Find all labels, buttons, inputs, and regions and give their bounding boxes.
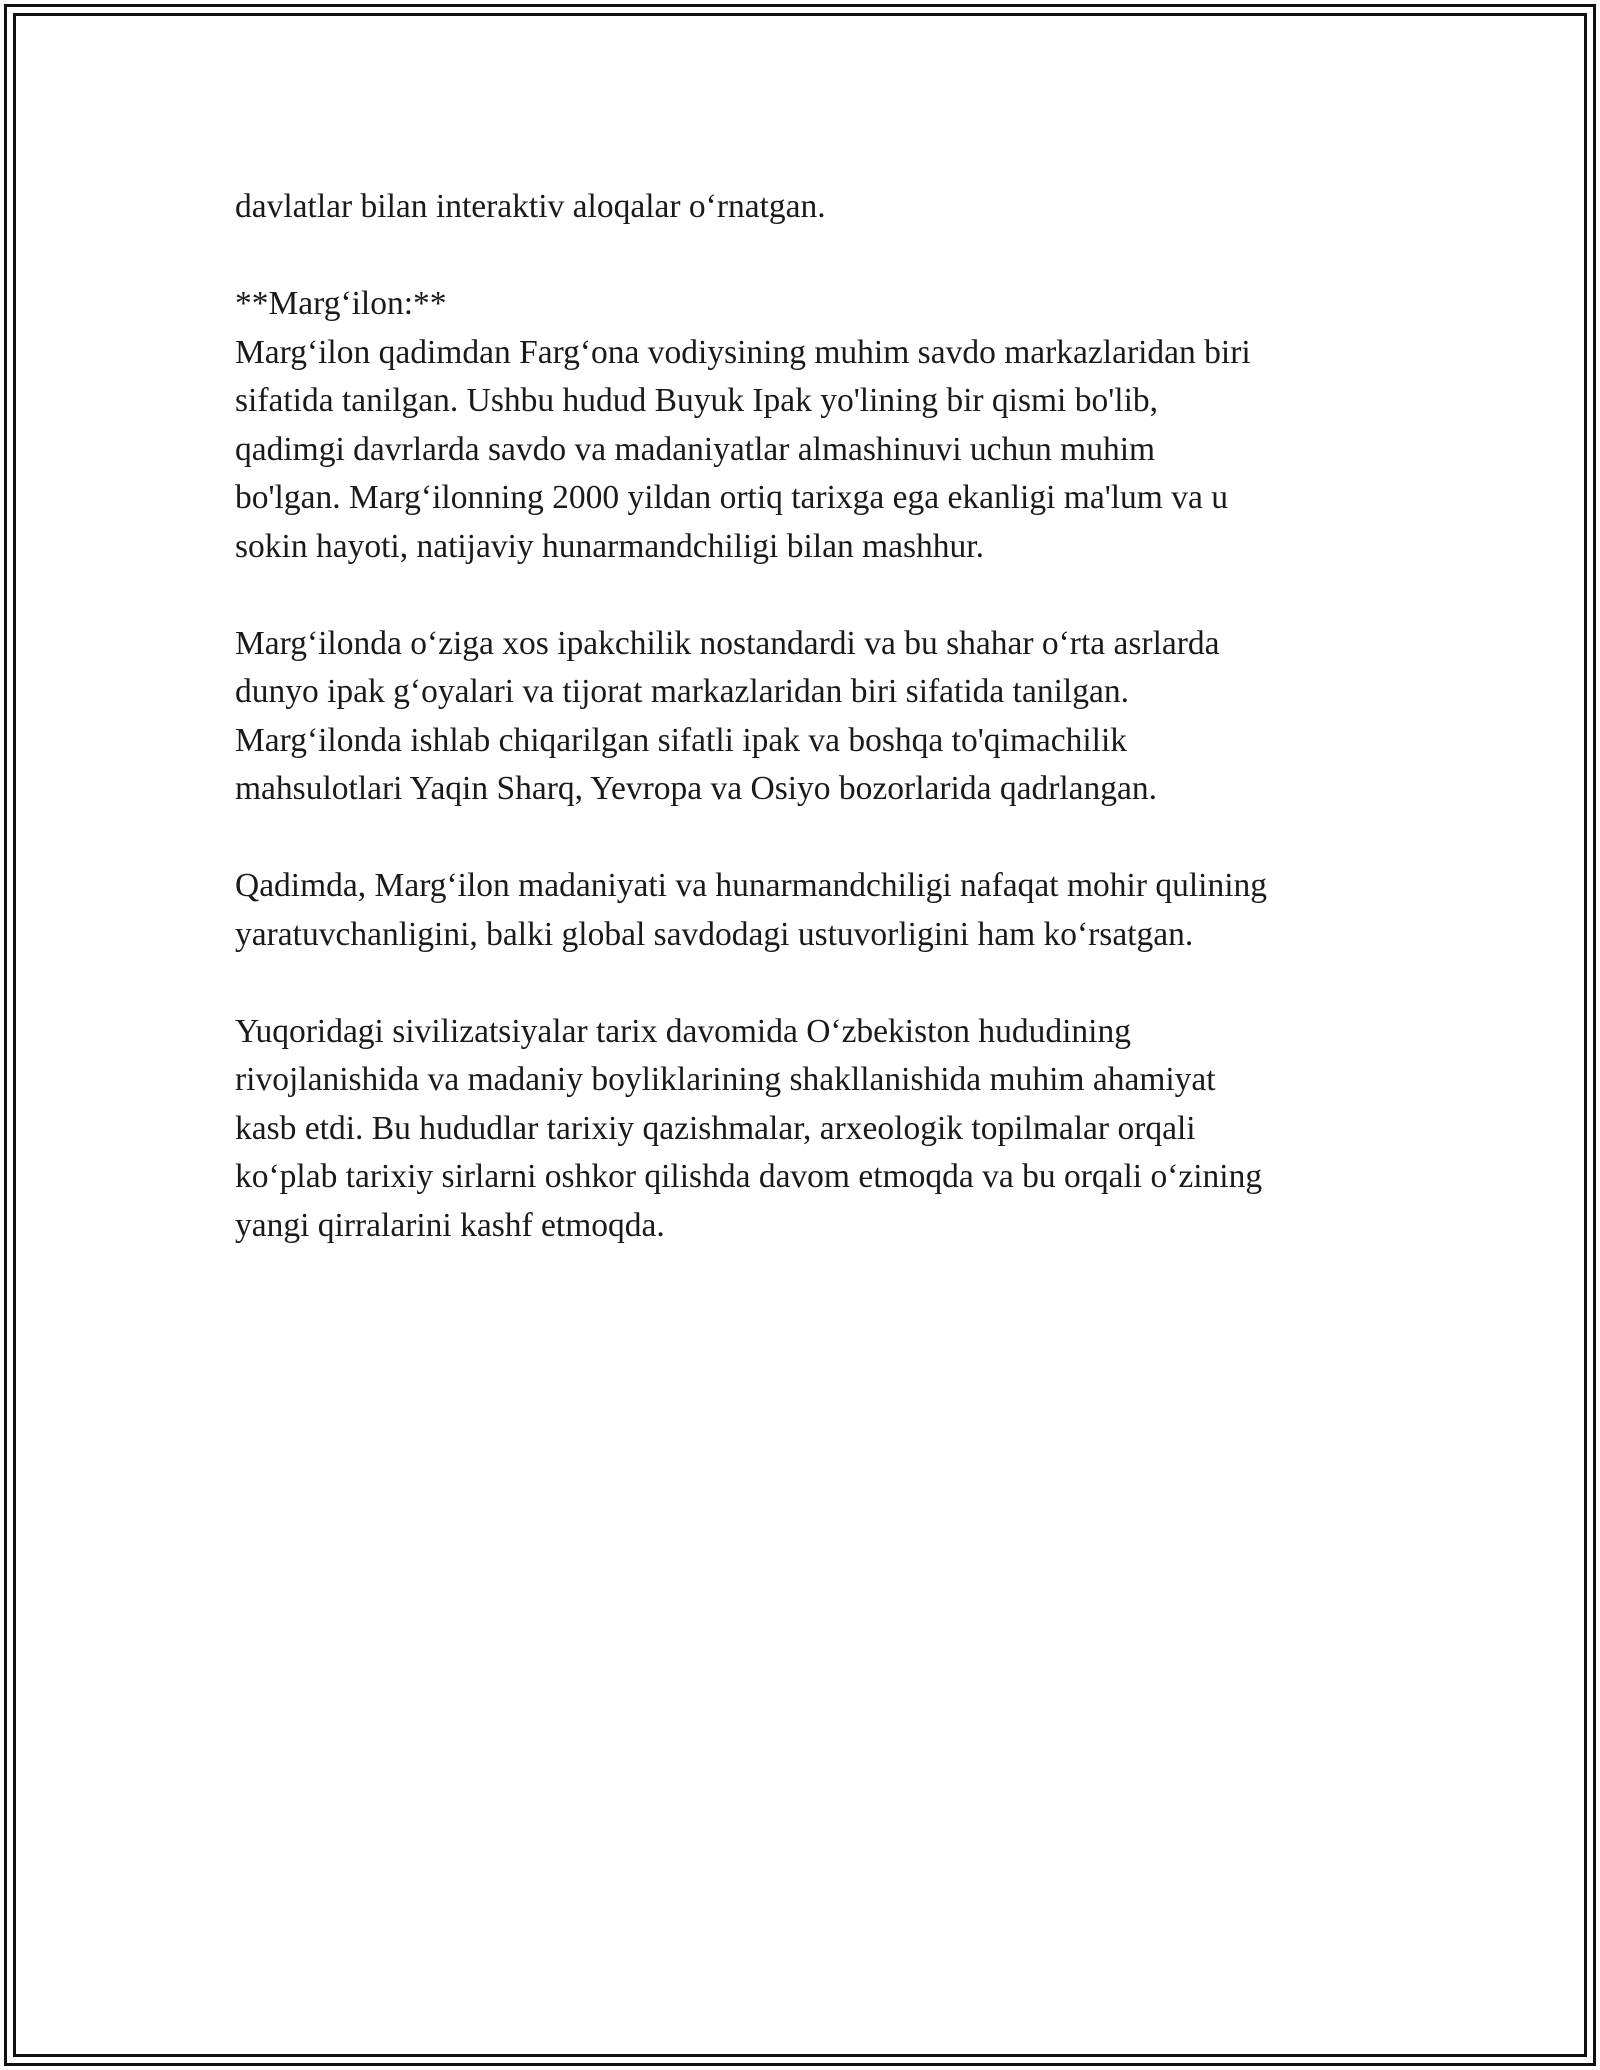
text-line: Qadimda, Marg‘ilon madaniyati va hunarmandchiligi nafaqat mohir qulining bbox=[235, 867, 1268, 904]
text-line: ko‘plab tarixiy sirlarni oshkor qilishda davom etmoqda va bu orqali o‘zining bbox=[235, 1158, 1263, 1195]
paragraph-gap bbox=[235, 232, 1385, 281]
text-line: dunyo ipak g‘oyalari va tijorat markazlaridan biri sifatida tanilgan. bbox=[235, 673, 1129, 710]
text-line: kasb etdi. Bu hududlar tarixiy qazishmalar, arxeologik topilmalar orqali bbox=[235, 1109, 1196, 1147]
text-line: bo'lgan. Marg‘ilonning 2000 yildan ortiq tarixga ega ekanligi ma'lum va u bbox=[235, 479, 1228, 516]
document-body bbox=[235, 183, 1385, 1250]
text-line: sokin hayoti, natijaviy hunarmandchiligi bilan mashhur. bbox=[235, 527, 984, 565]
text-line: Marg‘ilon qadimdan Farg‘ona vodiysining muhim savdo markazlaridan biri bbox=[235, 333, 1251, 371]
paragraph-gap bbox=[235, 814, 1385, 863]
text-line: Marg‘ilonda o‘ziga xos ipakchilik nostandardi va bu shahar o‘rta asrlarda bbox=[235, 624, 1220, 662]
text-line: yaratuvchanligini, balki global savdodagi ustuvorligini ham ko‘rsatgan. bbox=[235, 915, 1194, 953]
section-heading: **Marg‘ilon:** bbox=[235, 285, 447, 322]
text-line: rivojlanishida va madaniy boyliklarining shakllanishida muhim ahamiyat bbox=[235, 1061, 1216, 1098]
text-line: qadimgi davrlarda savdo va madaniyatlar almashinuvi uchun muhim bbox=[235, 430, 1156, 468]
text-line: sifatida tanilgan. Ushbu hudud Buyuk Ipak yo'lining bir qismi bo'lib, bbox=[235, 382, 1159, 419]
text-line: Marg‘ilonda ishlab chiqarilgan sifatli ipak va boshqa to'qimachilik bbox=[235, 721, 1128, 759]
text-line: Yuqoridagi sivilizatsiyalar tarix davomida O‘zbekiston hududining bbox=[235, 1012, 1131, 1050]
paragraph-gap bbox=[235, 571, 1385, 620]
paragraph-culture bbox=[235, 862, 1385, 959]
text-line: davlatlar bilan interaktiv aloqalar o‘rnatgan. bbox=[235, 188, 826, 225]
paragraph-margilon-heading bbox=[235, 280, 1385, 571]
paragraph-silk bbox=[235, 620, 1385, 814]
paragraph-gap bbox=[235, 959, 1385, 1008]
paragraph-conclusion bbox=[235, 1008, 1385, 1251]
paragraph-intro-end bbox=[235, 183, 1385, 232]
text-line: yangi qirralarini kashf etmoqda. bbox=[235, 1206, 665, 1244]
text-line: mahsulotlari Yaqin Sharq, Yevropa va Osiyo bozorlarida qadrlangan. bbox=[235, 770, 1158, 807]
